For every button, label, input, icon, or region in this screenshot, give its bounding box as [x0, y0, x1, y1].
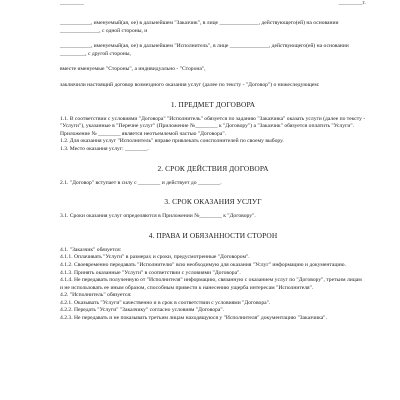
section-3-title: 3. СРОК ОКАЗАНИЯ УСЛУГ [164, 197, 262, 207]
preamble-customer: ___________, именуемый(ая, ое) в дальнейшем "Заказчик", в лице ______________, действующего(ей) на основании ______________, с одной стороны, и [60, 20, 339, 34]
clause-3-1: 3.1. Сроки оказания услуг определяются в Приложении №________ к "Договору". [60, 213, 256, 220]
clause-4-1-4: 4.1.4. Не передавать полученную от "Исполнителя" информацию, связанную с оказанием услуг по "Договору", третьим лицам и не использовать ее иным образом, способным привести к нанесению ущерба интересам "Исполнителя". [60, 277, 362, 291]
preamble-agreement: заключили настоящий договор возмездного оказания услуг (далее по тексту - "Договор") о нижеследующем: [60, 81, 320, 88]
clause-1-2: 1.2. Для оказания услуг "Исполнитель" вправе привлекать соисполнителей по своему выбору. [60, 138, 284, 145]
clause-4-1-2: 4.1.2. Своевременно передавать "Исполнителю" всю необходимую для оказания "Услуг" информацию и документацию. [60, 261, 346, 268]
section-1-title: 1. ПРЕДМЕТ ДОГОВОРА [170, 99, 256, 109]
clause-4-1-1: 4.1.1. Оплачивать "Услуги" в размерах и сроки, предусмотренные "Договором". [60, 254, 250, 261]
document-header [60, 0, 366, 12]
date-blank: ________г. [338, 0, 366, 6]
place-blank: ________ [60, 0, 84, 6]
section-4-title: 4. ПРАВА И ОБЯЗАННОСТИ СТОРОН [148, 230, 278, 240]
section-2-title: 2. СРОК ДЕЙСТВИЯ ДОГОВОРА [157, 163, 269, 173]
clause-2-1: 2.1. "Договор" вступает в силу с ________ и действует до ________. [60, 179, 222, 186]
clause-1-3: 1.3. Место оказания услуг: ________. [60, 145, 149, 152]
clause-4-1-3: 4.1.3. Принять оказанные "Услуги" в соответствии с условиями "Договора". [60, 269, 241, 276]
clause-1-1: 1.1. В соответствии с условиями "Договора" "Исполнитель" обязуется по заданию "Заказчика" оказать услуги (далее по тексту - "Услуги"), указанные в "Перечне услуг" (Приложение №________ к "Договору") а "Заказчик" обязуется оплатить "Услуги". Приложение № ________ является неотъемлемой частью "Договора". [60, 115, 366, 137]
clause-4-2-1: 4.2.1. Оказывать "Услуги" качественно и в срок в соответствии с условиями "Договора". [60, 299, 271, 306]
clause-4-2-2: 4.2.2. Передать "Услуги" "Заказчику" согласно условиям "Договора". [60, 307, 225, 314]
clause-4-1: 4.1. "Заказчик" обязуется: [60, 246, 122, 253]
preamble-contractor: ___________, именуемый(ая, ое) в дальнейшем "Исполнитель", в лице ______________, действующего(ей) на основании _________, с другой стороны, [60, 43, 349, 57]
preamble-parties: вместе именуемые "Стороны", а индивидуально - "Сторона", [60, 66, 206, 73]
clause-4-2-3: 4.2.3. Не передавать и не показывать третьим лицам находящуюся у "Исполнителя" документацию "Заказчика". [60, 315, 327, 322]
clause-4-2: 4.2. "Исполнитель" обязуется: [60, 292, 132, 299]
